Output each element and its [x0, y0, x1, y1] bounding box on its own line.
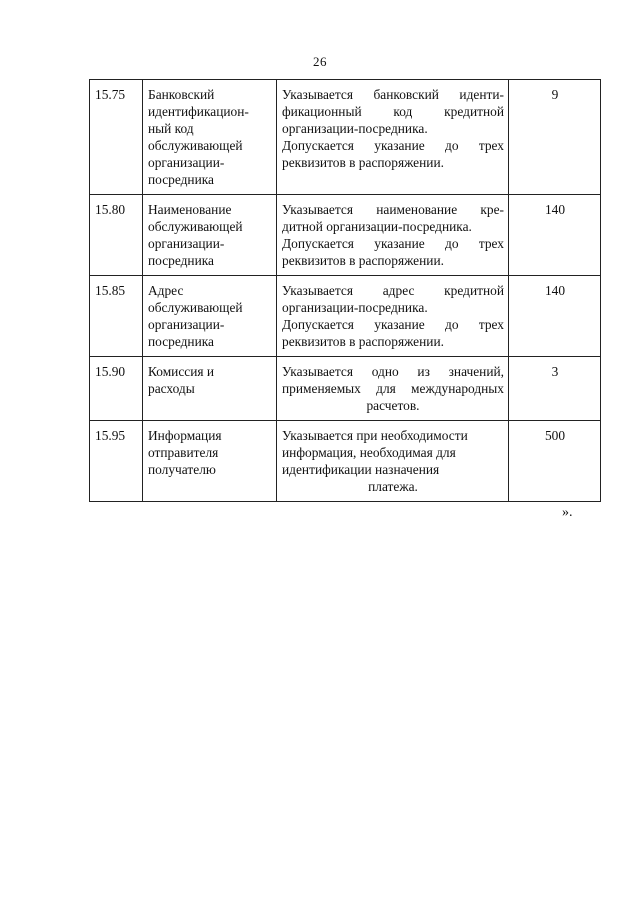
- row-length: 140: [509, 276, 601, 357]
- row-name-line: Адрес: [148, 283, 184, 298]
- row-code: 15.95: [90, 421, 143, 502]
- row-name-line: посредника: [148, 172, 214, 187]
- row-name: [143, 276, 277, 357]
- row-name-line: отправителя: [148, 445, 219, 460]
- row-description-line: Допускается указание до трех: [282, 317, 504, 332]
- closing-quote-mark: ».: [562, 505, 573, 520]
- row-description-line: дитной организации-посредника.: [282, 219, 472, 234]
- row-length: 500: [509, 421, 601, 502]
- table-row: [90, 195, 601, 276]
- row-description-line: расчетов.: [366, 398, 420, 413]
- row-description-line: реквизитов в распоряжении.: [282, 253, 444, 268]
- row-description-line: применяемых для международных: [282, 381, 504, 396]
- row-description-line: Указывается одно из значений,: [282, 364, 504, 379]
- row-code: 15.75: [90, 80, 143, 195]
- table-row: [90, 80, 601, 195]
- row-name-line: обслуживающей: [148, 300, 243, 315]
- table-row: [90, 276, 601, 357]
- row-name: [143, 80, 277, 195]
- row-description-line: организации-посредника.: [282, 121, 428, 136]
- row-description-line: информация, необходимая для: [282, 445, 456, 460]
- row-length: 140: [509, 195, 601, 276]
- row-name-line: обслуживающей: [148, 138, 243, 153]
- row-description-line: фикационный код кредитной: [282, 104, 504, 119]
- row-name-line: Банковский: [148, 87, 215, 102]
- row-description-line: Указывается наименование кре-: [282, 202, 504, 217]
- table-row: [90, 357, 601, 421]
- row-name-line: Наименование: [148, 202, 232, 217]
- row-description-line: идентификации назначения: [282, 462, 440, 477]
- row-description-line: реквизитов в распоряжении.: [282, 334, 444, 349]
- row-description-line: организации-посредника.: [282, 300, 428, 315]
- row-description: [277, 357, 509, 421]
- row-name-line: организации-: [148, 236, 225, 251]
- row-name: [143, 421, 277, 502]
- row-description-line: Указывается банковский иденти-: [282, 87, 504, 102]
- row-description-line: Допускается указание до трех: [282, 236, 504, 251]
- row-name-line: расходы: [148, 381, 195, 396]
- row-code: 15.80: [90, 195, 143, 276]
- row-description-line: Указывается при необходимости: [282, 428, 468, 443]
- row-description-line: реквизитов в распоряжении.: [282, 155, 444, 170]
- requisites-table: [89, 79, 601, 502]
- row-code: 15.90: [90, 357, 143, 421]
- row-name-line: ный код: [148, 121, 194, 136]
- row-name-line: посредника: [148, 334, 214, 349]
- row-name-line: организации-: [148, 317, 225, 332]
- requisites-table-body: [90, 80, 601, 502]
- row-name-line: обслуживающей: [148, 219, 243, 234]
- row-description: [277, 80, 509, 195]
- row-description: [277, 276, 509, 357]
- row-name-line: получателю: [148, 462, 216, 477]
- row-description: [277, 421, 509, 502]
- row-name-line: Комиссия и: [148, 364, 215, 379]
- row-description-line: платежа.: [368, 479, 418, 494]
- row-name: [143, 357, 277, 421]
- row-code: 15.85: [90, 276, 143, 357]
- row-length: 9: [509, 80, 601, 195]
- page-number: 26: [313, 54, 327, 69]
- row-length: 3: [509, 357, 601, 421]
- row-description-line: Допускается указание до трех: [282, 138, 504, 153]
- row-description: [277, 195, 509, 276]
- row-name-line: идентификацион-: [148, 104, 249, 119]
- row-description-line: Указывается адрес кредитной: [282, 283, 504, 298]
- table-row: [90, 421, 601, 502]
- row-name-line: посредника: [148, 253, 214, 268]
- row-name: [143, 195, 277, 276]
- row-name-line: Информация: [148, 428, 222, 443]
- row-name-line: организации-: [148, 155, 225, 170]
